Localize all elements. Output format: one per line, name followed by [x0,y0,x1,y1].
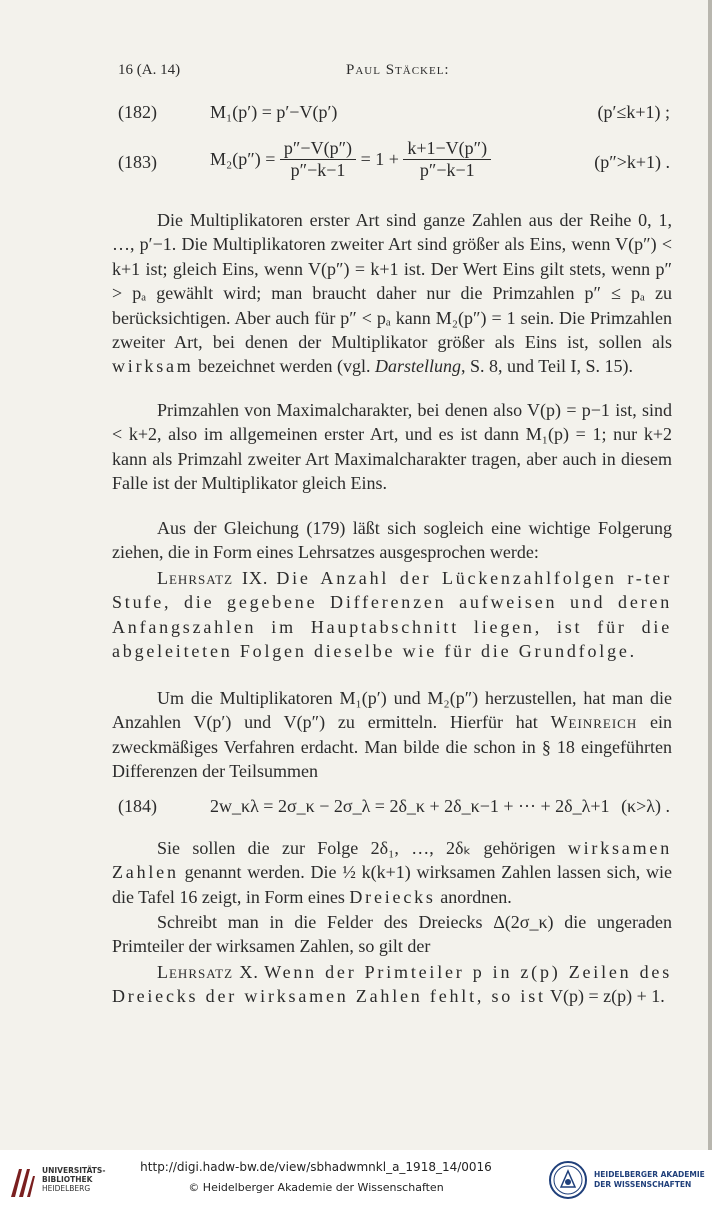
page-number: 16 (A. 14) [118,62,181,78]
fraction-numerator: p″−V(p″) [280,138,356,160]
equation-condition: (p′≤k+1) ; [597,102,670,122]
academy-name-line: HEIDELBERGER AKADEMIE [594,1170,705,1179]
university-library-logo[interactable] [8,1164,118,1204]
paragraph-text: anordnen. [440,886,512,907]
equation-body: M₁(p′) = p′−V(p′) [210,102,338,122]
theorem-label: Lehrsatz X. [157,962,259,982]
equation-183 [118,138,670,192]
equation-body: 2w_κλ = 2σ_κ − 2σ_λ = 2δ_κ + 2δ_κ−1 + ··· + 2δ_λ+1 [210,796,610,816]
equation-182 [118,102,670,128]
paragraph-dreieck [112,910,672,959]
theorem-x [112,960,672,1009]
academy-logo[interactable] [548,1160,708,1204]
paragraph-text: Primzahlen von Maximalcharakter, bei denen also V(p) = p−1 ist, sind < k+2, also im allgemeinen erster Art, und es ist dann M₁(p) = 1; nur k+2 kann als Primzahl zweiter Art Maximalcharakter tragen, aber auch in diesem Falle ist der Multiplikator gleich Eins. [112,400,672,494]
equation-number: (182) [118,102,157,122]
paragraph-maximalcharakter [112,398,672,496]
paragraph-gleichung [112,516,672,565]
fraction-denominator: p″−k−1 [290,160,346,180]
paragraph-text: ein zweckmäßiges Verfahren erdacht. Man bilde die schon in § 18 eingeführten Differenzen der Teilsummen [112,712,673,782]
academy-name [594,1170,705,1190]
fraction-denominator: p″−k−1 [419,160,475,180]
academy-name-line: DER WISSENSCHAFTEN [594,1180,692,1189]
fraction [403,138,491,181]
paragraph-text: Sie sollen die zur Folge 2δ₁, …, 2δₖ gehörigen [157,838,556,858]
page-edge [708,0,712,1150]
fraction [280,138,356,181]
paragraph-text: , S. 8, und Teil I, S. 15). [461,356,633,377]
theorem-text: Wenn der Primteiler p in z(p) Zeilen des Dreiecks der wirksamen Zahlen fehlt, so ist [112,962,673,1007]
paragraph-text: Schreibt man in die Felder des Dreiecks Δ(2σ_κ) die ungeraden Primteiler der wirksamen Zahlen, so gilt der [112,912,672,957]
spaced-term: Dreiecks [349,886,436,907]
person-name: Weinreich [550,712,638,733]
library-mark-icon [8,1166,36,1200]
theorem-label: Lehrsatz IX. [157,568,269,588]
theorem-text: Die Anzahl der Lückenzahlfolgen r-ter Stufe, die gegebene Differenzen aufweisen und deren Anfangszahlen im Hauptabschnitt liegen, ist für die abgeleiteten Folgen dieselbe wie für die Grundfolge. [112,568,672,662]
spaced-term: wirksamen Zahlen [112,838,672,883]
running-header [118,62,670,82]
library-name-line: UNIVERSITÄTS- [42,1166,106,1175]
paragraph-text: bezeichnet werden (vgl. [198,356,371,377]
reference-title: Darstellung [375,356,462,377]
paragraph-weinreich [112,686,672,784]
equation-condition: (p″>k+1) . [594,152,670,172]
paragraph-text: Aus der Gleichung (179) läßt sich sogleich eine wichtige Folgerung ziehen, die in Form eines Lehrsatzes ausgesprochen werde: [112,518,672,563]
paragraph-text: genannt werden. Die ½ k(k+1) wirksamen Zahlen lassen sich, wie die Tafel 16 zeigt, in Form eines [112,862,673,907]
equation-184 [118,796,670,822]
library-name-line: BIBLIOTHEK [42,1175,93,1184]
paragraph-wirksame-zahlen [112,836,672,909]
theorem-ix [112,566,672,664]
equation-number: (184) [118,796,157,816]
theorem-formula: V(p) = z(p) + 1. [550,986,665,1007]
library-name-line: HEIDELBERG [42,1184,91,1193]
academy-seal-icon [548,1160,588,1200]
equation-lhs: M₂(p″) = [210,149,276,169]
running-author: Paul Stäckel: [346,62,450,78]
spaced-term: wirksam [112,356,194,377]
library-name [42,1166,105,1193]
paragraph-text: Um die Multiplikatoren M₁(p′) und M₂(p″) herzustellen, hat man die Anzahlen V(p′) und V(p″) zu ermitteln. Hierfür hat [112,688,672,733]
source-url-link[interactable]: http://digi.hadw-bw.de/view/sbhadwmnkl_a_1918_14/0016 [140,1160,492,1174]
paragraph-multiplikatoren [112,208,672,379]
equation-number: (183) [118,152,157,172]
footer-bar [0,1150,712,1214]
equation-mid: = 1 + [360,149,399,169]
paragraph-text: Die Multiplikatoren erster Art sind ganze Zahlen aus der Reihe 0, 1, …, p′−1. Die Multiplikatoren zweiter Art sind größer als Eins, wenn V(p″) < k+1 ist; gleich Eins, wenn V(p″) = k+1 ist. Der Wert Eins gilt stets, wenn p″ > pₐ gewählt wird; man braucht daher nur die Primzahlen p″ ≤ pₐ zu berücksichtigen. Aber auch für p″ < pₐ kann M₂(p″) = 1 sein. Die Primzahlen zweiter Art, bei denen der Multiplikator größer als Eins ist, sollen als [112,210,672,353]
equation-condition: (κ>λ) . [621,796,670,816]
copyright-notice: © Heidelberger Akademie der Wissenschaften [188,1181,444,1194]
equation-body [210,138,491,181]
fraction-numerator: k+1−V(p″) [403,138,491,160]
